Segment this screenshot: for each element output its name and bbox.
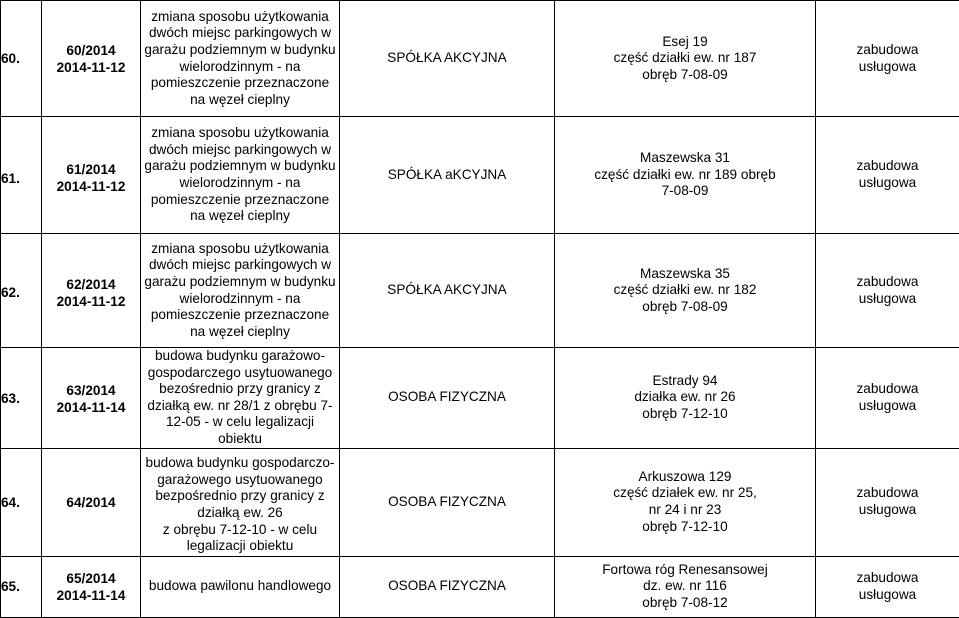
table-row xyxy=(1,556,959,617)
investor-cell xyxy=(340,234,555,348)
investor-type: SPÓŁKA aKCYJNA xyxy=(340,167,554,184)
table-row xyxy=(1,234,959,348)
location-cell xyxy=(555,448,816,556)
description-line: dwóch miejsc parkingowych w xyxy=(141,257,339,274)
description-line: zmiana sposobu użytkowania xyxy=(141,125,339,142)
description-line: wielorodzinnym - na xyxy=(141,59,339,76)
investor-cell xyxy=(340,556,555,617)
decision-number-cell xyxy=(42,448,141,556)
purpose-line: zabudowa xyxy=(816,158,959,175)
investor-cell xyxy=(340,1,555,117)
description-line: zmiana sposobu użytkowania xyxy=(141,241,339,258)
location-line: obręb 7-12-10 xyxy=(555,406,815,423)
row-number-cell xyxy=(1,1,42,117)
location-line: obręb 7-08-09 xyxy=(555,67,815,84)
location-line: część działki ew. nr 189 obręb xyxy=(555,167,815,184)
location-line: nr 24 i nr 23 xyxy=(555,502,815,519)
location-cell xyxy=(555,234,816,348)
decision-date: 2014-11-12 xyxy=(42,179,140,196)
description-line: na węzeł cieplny xyxy=(141,208,339,225)
purpose-line: zabudowa xyxy=(816,570,959,587)
description-line: działką ew. nr 28/1 z obrębu 7- xyxy=(141,398,339,415)
decision-number-cell xyxy=(42,234,141,348)
description-line: na węzeł cieplny xyxy=(141,92,339,109)
location-line: część działek ew. nr 25, xyxy=(555,485,815,502)
purpose-line: zabudowa xyxy=(816,42,959,59)
description-line: dwóch miejsc parkingowych w xyxy=(141,142,339,159)
location-cell xyxy=(555,348,816,449)
row-number: 61. xyxy=(1,171,41,188)
register-body xyxy=(1,1,959,618)
decision-date: 2014-11-14 xyxy=(42,400,140,417)
description-line: z obrębu 7-12-10 - w celu xyxy=(141,522,339,539)
purpose-line: usługowa xyxy=(816,398,959,415)
purpose-line: usługowa xyxy=(816,587,959,604)
location-line: obręb 7-12-10 xyxy=(555,519,815,536)
decision-number: 60/2014 xyxy=(42,43,140,60)
purpose-cell xyxy=(816,1,959,117)
decision-number-cell xyxy=(42,1,141,117)
purpose-line: usługowa xyxy=(816,175,959,192)
row-number-cell xyxy=(1,348,42,449)
investor-cell xyxy=(340,117,555,234)
description-line: pomieszczenie przeznaczone xyxy=(141,192,339,209)
location-line: Arkuszowa 129 xyxy=(555,469,815,486)
description-line: budowa pawilonu handlowego xyxy=(141,578,339,595)
purpose-line: zabudowa xyxy=(816,381,959,398)
description-line: garażu podziemnym w budynku xyxy=(141,274,339,291)
purpose-cell xyxy=(816,348,959,449)
description-cell xyxy=(141,1,340,117)
description-line: garażu podziemnym w budynku xyxy=(141,158,339,175)
purpose-line: zabudowa xyxy=(816,485,959,502)
location-line: część działki ew. nr 187 xyxy=(555,50,815,67)
investor-type: OSOBA FIZYCZNA xyxy=(340,494,554,511)
decision-number: 62/2014 xyxy=(42,277,140,294)
decision-number: 63/2014 xyxy=(42,383,140,400)
row-number: 62. xyxy=(1,285,41,302)
description-line: pomieszczenie przeznaczone xyxy=(141,75,339,92)
purpose-cell xyxy=(816,117,959,234)
table-row xyxy=(1,348,959,449)
purpose-cell xyxy=(816,448,959,556)
decision-number: 65/2014 xyxy=(42,571,140,588)
description-line: garażu podziemnym w budynku xyxy=(141,42,339,59)
purpose-line: zabudowa xyxy=(816,274,959,291)
table-row xyxy=(1,448,959,556)
location-line: Fortowa róg Renesansowej xyxy=(555,562,815,579)
row-number-cell xyxy=(1,234,42,348)
location-cell xyxy=(555,1,816,117)
investor-type: OSOBA FIZYCZNA xyxy=(340,389,554,406)
description-cell xyxy=(141,117,340,234)
purpose-cell xyxy=(816,234,959,348)
location-line: 7-08-09 xyxy=(555,183,815,200)
description-line: działką ew. 26 xyxy=(141,505,339,522)
location-line: dz. ew. nr 116 xyxy=(555,578,815,595)
description-line: wielorodzinnym - na xyxy=(141,175,339,192)
description-cell xyxy=(141,556,340,617)
decision-date: 2014-11-12 xyxy=(42,60,140,77)
location-line: Esej 19 xyxy=(555,34,815,51)
table-row xyxy=(1,1,959,117)
description-line: na węzeł cieplny xyxy=(141,324,339,341)
row-number: 60. xyxy=(1,51,41,68)
row-number: 64. xyxy=(1,495,41,512)
decision-date: 2014-11-14 xyxy=(42,588,140,605)
row-number-cell xyxy=(1,448,42,556)
purpose-line: usługowa xyxy=(816,291,959,308)
investor-type: SPÓŁKA AKCYJNA xyxy=(340,50,554,67)
decision-number-cell xyxy=(42,348,141,449)
description-line: budowa budynku garażowo- xyxy=(141,348,339,365)
row-number: 65. xyxy=(1,579,41,596)
purpose-line: usługowa xyxy=(816,59,959,76)
investor-type: SPÓŁKA AKCYJNA xyxy=(340,282,554,299)
purpose-line: usługowa xyxy=(816,502,959,519)
description-line: bezpośrednio przy granicy z xyxy=(141,488,339,505)
purpose-cell xyxy=(816,556,959,617)
investor-cell xyxy=(340,348,555,449)
location-cell xyxy=(555,117,816,234)
description-cell xyxy=(141,348,340,449)
location-line: działka ew. nr 26 xyxy=(555,389,815,406)
location-line: część działki ew. nr 182 xyxy=(555,282,815,299)
table-row xyxy=(1,117,959,234)
row-number-cell xyxy=(1,117,42,234)
row-number-cell xyxy=(1,556,42,617)
investor-type: OSOBA FIZYCZNA xyxy=(340,578,554,595)
location-line: obręb 7-08-09 xyxy=(555,299,815,316)
description-line: bezośrednio przy granicy z xyxy=(141,381,339,398)
decision-number: 64/2014 xyxy=(42,495,140,512)
description-line: zmiana sposobu użytkowania xyxy=(141,9,339,26)
location-line: Maszewska 31 xyxy=(555,150,815,167)
location-line: obręb 7-08-12 xyxy=(555,595,815,612)
investor-cell xyxy=(340,448,555,556)
description-line: pomieszczenie przeznaczone xyxy=(141,307,339,324)
decision-date: 2014-11-12 xyxy=(42,294,140,311)
row-number: 63. xyxy=(1,391,41,408)
decision-number-cell xyxy=(42,556,141,617)
location-line: Estrady 94 xyxy=(555,373,815,390)
description-line: dwóch miejsc parkingowych w xyxy=(141,25,339,42)
description-line: wielorodzinnym - na xyxy=(141,291,339,308)
decision-number: 61/2014 xyxy=(42,162,140,179)
description-line: 12-05 - w celu legalizacji xyxy=(141,414,339,431)
description-line: gospodarczego usytuowanego xyxy=(141,365,339,382)
decision-number-cell xyxy=(42,117,141,234)
description-line: garażowego usytuowanego xyxy=(141,472,339,489)
description-cell xyxy=(141,448,340,556)
description-line: budowa budynku gospodarczo- xyxy=(141,455,339,472)
location-line: Maszewska 35 xyxy=(555,266,815,283)
description-line: legalizacji obiektu xyxy=(141,538,339,555)
description-cell xyxy=(141,234,340,348)
description-line: obiektu xyxy=(141,431,339,448)
location-cell xyxy=(555,556,816,617)
